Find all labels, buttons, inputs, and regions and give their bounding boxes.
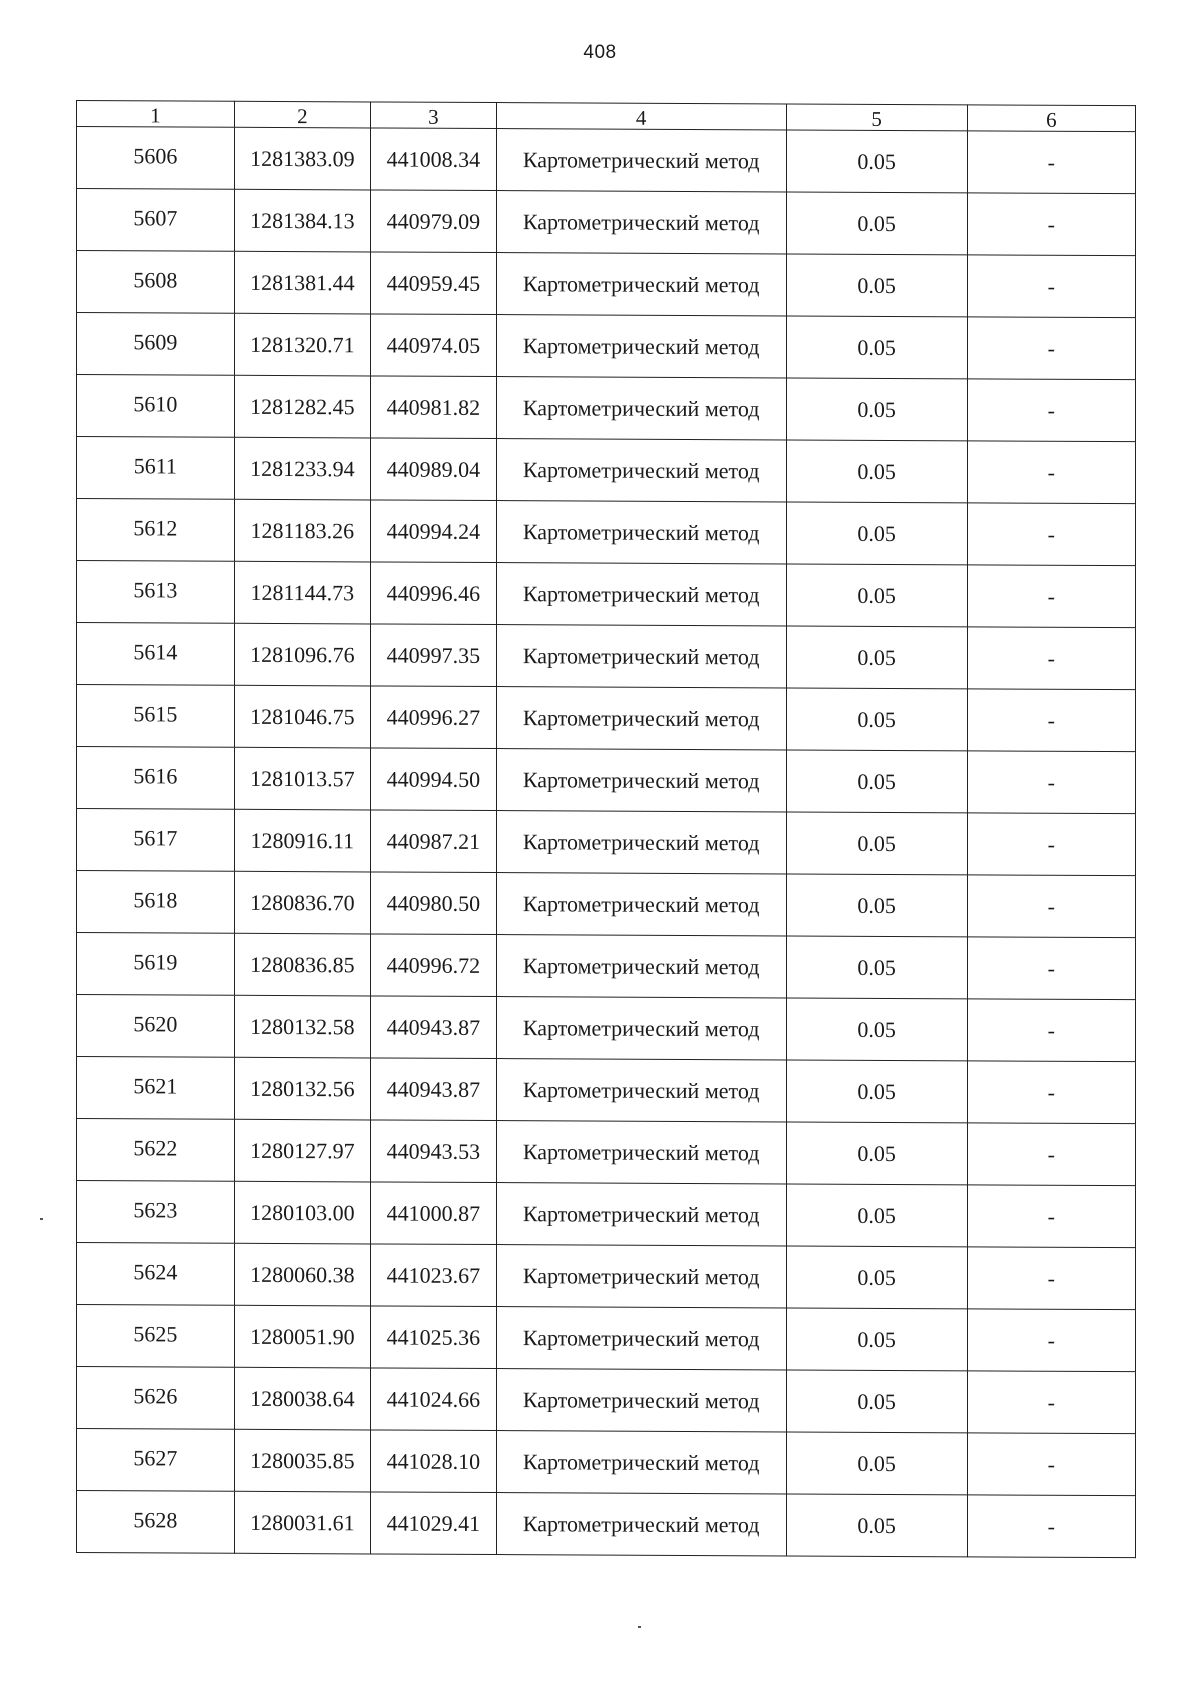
y-coordinate-cell: 441028.10 xyxy=(371,1430,497,1493)
point-number-cell: 5627 xyxy=(77,1429,235,1492)
table-row xyxy=(77,127,1136,194)
point-number-cell: 5628 xyxy=(77,1491,235,1554)
point-number-cell: 5611 xyxy=(77,437,235,500)
table-row xyxy=(77,437,1136,504)
x-coordinate-cell: 1281384.13 xyxy=(234,189,370,252)
method-cell: Картометрический метод xyxy=(496,811,786,874)
x-coordinate-cell: 1280035.85 xyxy=(234,1429,370,1492)
method-cell: Картометрический метод xyxy=(496,501,786,564)
y-coordinate-cell: 440943.87 xyxy=(371,1058,497,1121)
accuracy-cell: 0.05 xyxy=(786,316,967,379)
y-coordinate-cell: 441029.41 xyxy=(371,1492,497,1555)
column-header-2: 2 xyxy=(234,101,370,128)
table-row xyxy=(77,561,1136,628)
point-number-cell: 5620 xyxy=(77,995,235,1058)
column-header-5: 5 xyxy=(786,104,967,131)
x-coordinate-cell: 1280127.97 xyxy=(234,1119,370,1182)
point-number-cell: 5623 xyxy=(77,1181,235,1244)
scan-speck xyxy=(40,1218,43,1220)
point-number-cell: 5612 xyxy=(77,499,235,562)
note-cell: - xyxy=(967,255,1135,318)
point-number-cell: 5606 xyxy=(77,127,235,190)
method-cell: Картометрический метод xyxy=(496,1121,786,1184)
x-coordinate-cell: 1280051.90 xyxy=(234,1305,370,1368)
x-coordinate-cell: 1280038.64 xyxy=(234,1367,370,1430)
accuracy-cell: 0.05 xyxy=(786,254,967,317)
note-cell: - xyxy=(967,937,1135,1000)
table-row xyxy=(77,809,1136,876)
x-coordinate-cell: 1280060.38 xyxy=(234,1243,370,1306)
x-coordinate-cell: 1281183.26 xyxy=(234,499,370,562)
method-cell: Картометрический метод xyxy=(496,1059,786,1122)
accuracy-cell: 0.05 xyxy=(786,378,967,441)
note-cell: - xyxy=(967,627,1135,690)
y-coordinate-cell: 440943.53 xyxy=(371,1120,497,1183)
y-coordinate-cell: 440996.27 xyxy=(371,686,497,749)
y-coordinate-cell: 440994.50 xyxy=(371,748,497,811)
method-cell: Картометрический метод xyxy=(496,687,786,750)
table-row xyxy=(77,685,1136,752)
point-number-cell: 5617 xyxy=(77,809,235,872)
scanned-table-area xyxy=(76,100,1136,1558)
table-body xyxy=(77,127,1136,1558)
accuracy-cell: 0.05 xyxy=(786,626,967,689)
accuracy-cell: 0.05 xyxy=(786,192,967,255)
point-number-cell: 5616 xyxy=(77,747,235,810)
method-cell: Картометрический метод xyxy=(496,1245,786,1308)
accuracy-cell: 0.05 xyxy=(786,936,967,999)
note-cell: - xyxy=(967,1433,1135,1496)
note-cell: - xyxy=(967,441,1135,504)
method-cell: Картометрический метод xyxy=(496,1431,786,1494)
method-cell: Картометрический метод xyxy=(496,1369,786,1432)
note-cell: - xyxy=(967,1371,1135,1434)
note-cell: - xyxy=(967,813,1135,876)
y-coordinate-cell: 440959.45 xyxy=(371,252,497,315)
accuracy-cell: 0.05 xyxy=(786,1370,967,1433)
note-cell: - xyxy=(967,193,1135,256)
accuracy-cell: 0.05 xyxy=(786,812,967,875)
note-cell: - xyxy=(967,1061,1135,1124)
y-coordinate-cell: 440943.87 xyxy=(371,996,497,1059)
method-cell: Картометрический метод xyxy=(496,625,786,688)
x-coordinate-cell: 1281046.75 xyxy=(234,685,370,748)
point-number-cell: 5625 xyxy=(77,1305,235,1368)
accuracy-cell: 0.05 xyxy=(786,502,967,565)
column-header-6: 6 xyxy=(967,105,1135,132)
y-coordinate-cell: 441024.66 xyxy=(371,1368,497,1431)
x-coordinate-cell: 1280132.56 xyxy=(234,1057,370,1120)
method-cell: Картометрический метод xyxy=(496,315,786,378)
table-row xyxy=(77,1181,1136,1248)
note-cell: - xyxy=(967,689,1135,752)
accuracy-cell: 0.05 xyxy=(786,1060,967,1123)
accuracy-cell: 0.05 xyxy=(786,1246,967,1309)
y-coordinate-cell: 440974.05 xyxy=(371,314,497,377)
accuracy-cell: 0.05 xyxy=(786,130,967,193)
note-cell: - xyxy=(967,317,1135,380)
method-cell: Картометрический метод xyxy=(496,749,786,812)
method-cell: Картометрический метод xyxy=(496,377,786,440)
method-cell: Картометрический метод xyxy=(496,997,786,1060)
table-row xyxy=(77,623,1136,690)
accuracy-cell: 0.05 xyxy=(786,874,967,937)
table-row xyxy=(77,1057,1136,1124)
point-number-cell: 5626 xyxy=(77,1367,235,1430)
y-coordinate-cell: 440987.21 xyxy=(371,810,497,873)
note-cell: - xyxy=(967,875,1135,938)
table-row xyxy=(77,1243,1136,1310)
table-row xyxy=(77,1367,1136,1434)
x-coordinate-cell: 1281383.09 xyxy=(234,127,370,190)
y-coordinate-cell: 440980.50 xyxy=(371,872,497,935)
method-cell: Картометрический метод xyxy=(496,873,786,936)
table-row xyxy=(77,747,1136,814)
x-coordinate-cell: 1281282.45 xyxy=(234,375,370,438)
coordinates-table xyxy=(76,100,1136,1558)
accuracy-cell: 0.05 xyxy=(786,750,967,813)
accuracy-cell: 0.05 xyxy=(786,1308,967,1371)
table-row xyxy=(77,313,1136,380)
point-number-cell: 5621 xyxy=(77,1057,235,1120)
point-number-cell: 5608 xyxy=(77,251,235,314)
scan-speck xyxy=(638,1626,641,1628)
table-row xyxy=(77,995,1136,1062)
point-number-cell: 5613 xyxy=(77,561,235,624)
accuracy-cell: 0.05 xyxy=(786,1184,967,1247)
column-header-3: 3 xyxy=(371,102,497,129)
note-cell: - xyxy=(967,751,1135,814)
x-coordinate-cell: 1281381.44 xyxy=(234,251,370,314)
x-coordinate-cell: 1281013.57 xyxy=(234,747,370,810)
x-coordinate-cell: 1281096.76 xyxy=(234,623,370,686)
method-cell: Картометрический метод xyxy=(496,191,786,254)
note-cell: - xyxy=(967,999,1135,1062)
method-cell: Картометрический метод xyxy=(496,1493,786,1556)
y-coordinate-cell: 441008.34 xyxy=(371,128,497,191)
accuracy-cell: 0.05 xyxy=(786,998,967,1061)
note-cell: - xyxy=(967,1247,1135,1310)
accuracy-cell: 0.05 xyxy=(786,440,967,503)
x-coordinate-cell: 1281233.94 xyxy=(234,437,370,500)
method-cell: Картометрический метод xyxy=(496,253,786,316)
y-coordinate-cell: 441025.36 xyxy=(371,1306,497,1369)
point-number-cell: 5618 xyxy=(77,871,235,934)
page-number: 408 xyxy=(583,42,617,63)
table-row xyxy=(77,189,1136,256)
y-coordinate-cell: 440994.24 xyxy=(371,500,497,563)
method-cell: Картометрический метод xyxy=(496,439,786,502)
method-cell: Картометрический метод xyxy=(496,563,786,626)
method-cell: Картометрический метод xyxy=(496,129,786,192)
x-coordinate-cell: 1280836.85 xyxy=(234,933,370,996)
note-cell: - xyxy=(967,1123,1135,1186)
point-number-cell: 5624 xyxy=(77,1243,235,1306)
accuracy-cell: 0.05 xyxy=(786,1432,967,1495)
accuracy-cell: 0.05 xyxy=(786,1494,967,1557)
note-cell: - xyxy=(967,1185,1135,1248)
x-coordinate-cell: 1281320.71 xyxy=(234,313,370,376)
table-row xyxy=(77,499,1136,566)
note-cell: - xyxy=(967,565,1135,628)
point-number-cell: 5622 xyxy=(77,1119,235,1182)
table-row xyxy=(77,1429,1136,1496)
point-number-cell: 5607 xyxy=(77,189,235,252)
accuracy-cell: 0.05 xyxy=(786,564,967,627)
y-coordinate-cell: 440989.04 xyxy=(371,438,497,501)
x-coordinate-cell: 1280132.58 xyxy=(234,995,370,1058)
table-row xyxy=(77,871,1136,938)
note-cell: - xyxy=(967,1495,1135,1558)
point-number-cell: 5609 xyxy=(77,313,235,376)
point-number-cell: 5610 xyxy=(77,375,235,438)
note-cell: - xyxy=(967,503,1135,566)
table-row xyxy=(77,375,1136,442)
point-number-cell: 5619 xyxy=(77,933,235,996)
table-row xyxy=(77,1119,1136,1186)
column-header-4: 4 xyxy=(496,103,786,130)
table-row xyxy=(77,1491,1136,1558)
note-cell: - xyxy=(967,131,1135,194)
y-coordinate-cell: 440996.46 xyxy=(371,562,497,625)
y-coordinate-cell: 441000.87 xyxy=(371,1182,497,1245)
x-coordinate-cell: 1281144.73 xyxy=(234,561,370,624)
x-coordinate-cell: 1280916.11 xyxy=(234,809,370,872)
table-row xyxy=(77,251,1136,318)
y-coordinate-cell: 440997.35 xyxy=(371,624,497,687)
x-coordinate-cell: 1280103.00 xyxy=(234,1181,370,1244)
x-coordinate-cell: 1280836.70 xyxy=(234,871,370,934)
column-header-1: 1 xyxy=(77,101,235,128)
point-number-cell: 5614 xyxy=(77,623,235,686)
y-coordinate-cell: 440981.82 xyxy=(371,376,497,439)
y-coordinate-cell: 441023.67 xyxy=(371,1244,497,1307)
table-row xyxy=(77,933,1136,1000)
method-cell: Картометрический метод xyxy=(496,1307,786,1370)
table-row xyxy=(77,1305,1136,1372)
note-cell: - xyxy=(967,379,1135,442)
y-coordinate-cell: 440996.72 xyxy=(371,934,497,997)
method-cell: Картометрический метод xyxy=(496,1183,786,1246)
note-cell: - xyxy=(967,1309,1135,1372)
y-coordinate-cell: 440979.09 xyxy=(371,190,497,253)
point-number-cell: 5615 xyxy=(77,685,235,748)
method-cell: Картометрический метод xyxy=(496,935,786,998)
accuracy-cell: 0.05 xyxy=(786,688,967,751)
accuracy-cell: 0.05 xyxy=(786,1122,967,1185)
x-coordinate-cell: 1280031.61 xyxy=(234,1491,370,1554)
